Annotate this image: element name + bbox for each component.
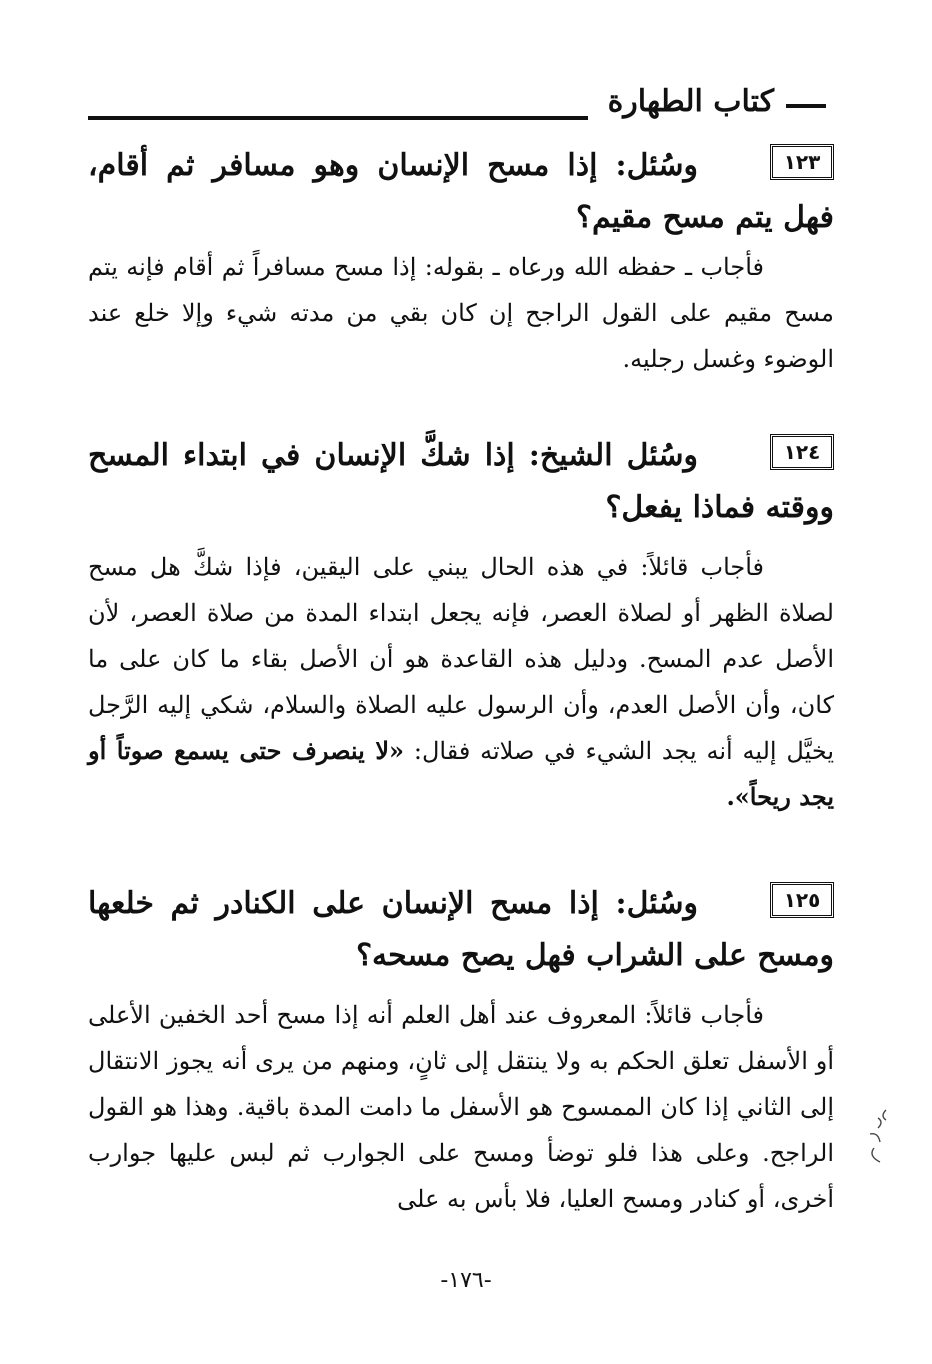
answer-paragraph — [88, 992, 834, 1222]
answer-body: المعروف عند أهل العلم أنه إذا مسح أحد الخفين الأعلى أو الأسفل تعلق الحكم به ولا ينتقل إلى ثانٍ، ومنهم من يرى أنه يجوز الانتقال إلى الثاني إذا كان الممسوح هو الأسفل ما دامت المدة باقية. وهذا هو القول الراجح. وعلى هذا فلو توضأ ومسح على الجوارب ثم لبس عليها جوارب أخرى، أو كنادر ومسح العليا، فلا بأس به على — [88, 1001, 834, 1213]
question-number-box: ١٢٤ — [770, 434, 834, 470]
question-number-box: ١٢٣ — [770, 144, 834, 180]
fatwa-123 — [88, 140, 834, 382]
page-number: -١٧٦- — [440, 1268, 492, 1293]
header-title: كتاب الطهارة — [602, 80, 780, 124]
running-header — [88, 80, 826, 130]
header-rule — [88, 116, 588, 120]
question-text: وسُئل: إذا مسح الإنسان على الكنادر ثم خلعها ومسح على الشراب فهل يصح مسحه؟ — [88, 886, 834, 973]
answer-body: إذا مسح مسافراً ثم أقام فإنه يتم مسح مقيم على القول الراجح إن كان بقي من مدته شيء وإلا خلع عند الوضوء وغسل رجليه. — [88, 253, 834, 373]
answer-paragraph — [88, 544, 834, 820]
handwritten-margin-note — [856, 1104, 896, 1174]
answer-body: في هذه الحال يبني على اليقين، فإذا شكَّ هل مسح لصلاة الظهر أو لصلاة العصر، فإنه يجعل ابتداء المدة من صلاة العصر، لأن الأصل عدم المسح. ودليل هذه القاعدة هو أن الأصل بقاء ما كان على ما كان، وأن الأصل العدم، وأن الرسول عليه الصلاة والسلام، شكي إليه الرَّجل يخيَّل إليه أنه يجد الشيء في صلاته فقال: — [88, 553, 834, 765]
scribble-icon — [860, 1104, 896, 1174]
question-number-box: ١٢٥ — [770, 882, 834, 918]
question-heading — [88, 878, 834, 982]
answer-lead: فأجاب قائلاً: — [644, 1001, 764, 1029]
answer-paragraph — [88, 244, 834, 382]
fatwa-125 — [88, 878, 834, 1222]
question-heading — [88, 430, 834, 534]
answer-lead: فأجاب ـ حفظه الله ورعاه ـ بقوله: — [424, 253, 764, 281]
hadith-quote: «لا ينصرف حتى يسمع صوتاً أو يجد ريحاً». — [88, 736, 834, 811]
question-text: وسُئل: إذا مسح الإنسان وهو مسافر ثم أقام، فهل يتم مسح مقيم؟ — [88, 148, 834, 235]
question-text: وسُئل الشيخ: إذا شكَّ الإنسان في ابتداء المسح ووقته فماذا يفعل؟ — [88, 438, 834, 525]
header-dash — [786, 104, 826, 108]
answer-lead: فأجاب قائلاً: — [640, 553, 764, 581]
fatwa-124 — [88, 430, 834, 820]
question-heading — [88, 140, 834, 244]
